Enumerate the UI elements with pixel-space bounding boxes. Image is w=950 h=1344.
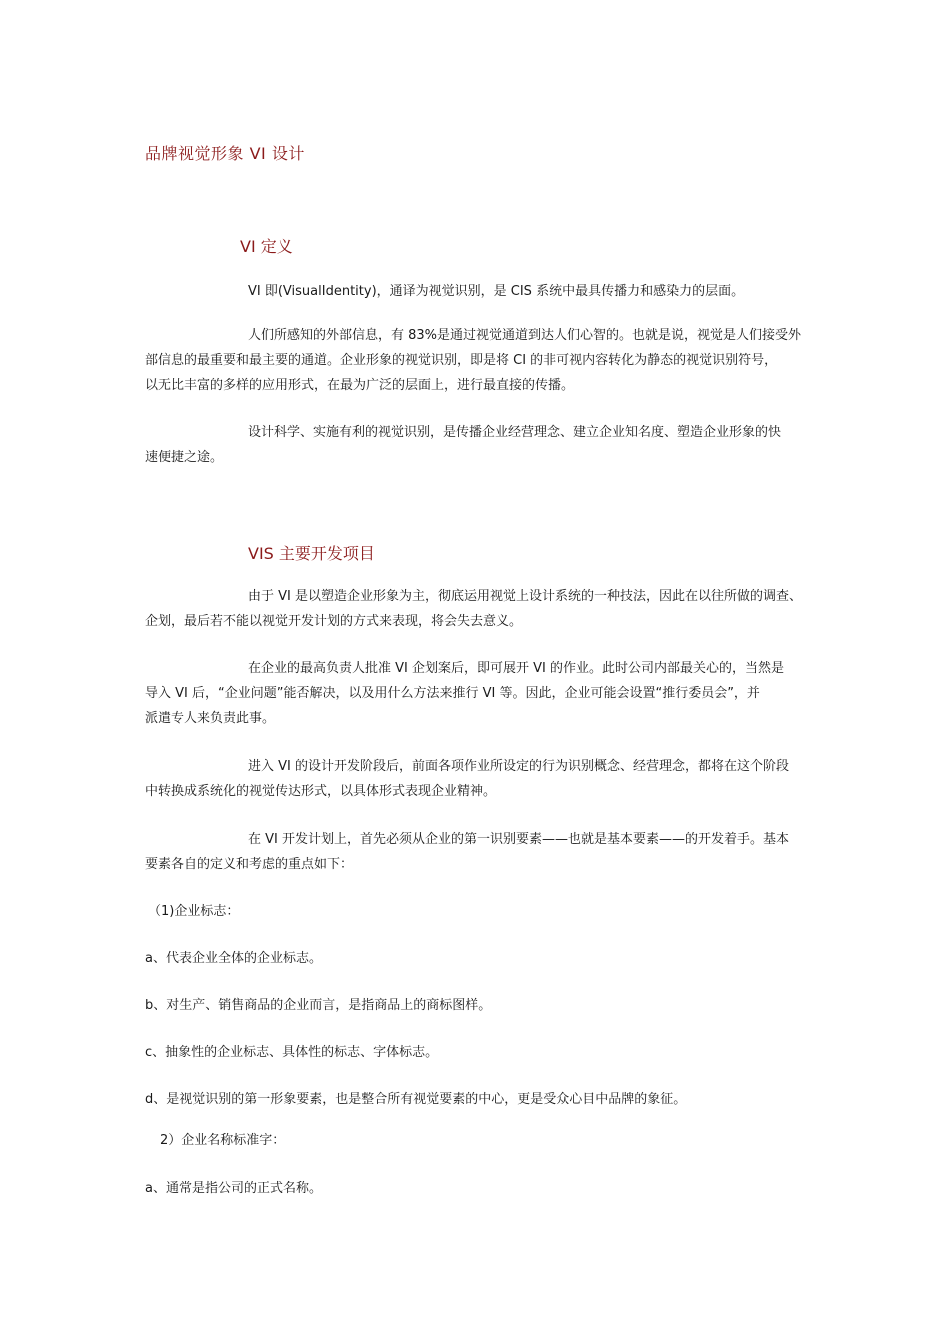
paragraph-line: 要素各自的定义和考虑的重点如下： (145, 857, 354, 872)
paragraph-line: VI 即(VisualIdentity)，通译为视觉识别，是 CIS 系统中最具传播力和感染力的层面。 (248, 284, 745, 299)
paragraph-line: 中转换成系统化的视觉传达形式，以具体形式表现企业精神。 (145, 784, 497, 799)
document-title: 品牌视觉形象 VI 设计 (145, 144, 305, 163)
paragraph (145, 323, 845, 398)
paragraph (145, 754, 845, 804)
paragraph-line: 在企业的最高负责人批准 VI 企划案后，即可展开 VI 的作业。此时公司内部最关心的，当然是 (248, 661, 784, 676)
list-item: a、通常是指公司的正式名称。 (145, 1181, 322, 1196)
list-item: （1)企业标志： (148, 904, 240, 919)
paragraph-line: 派遣专人来负责此事。 (145, 711, 276, 726)
paragraph-line: 在 VI 开发计划上，首先必须从企业的第一识别要素——也就是基本要素——的开发着手。基本 (248, 832, 789, 847)
list-item: 2）企业名称标准字： (160, 1133, 286, 1148)
paragraph-line: 以无比丰富的多样的应用形式，在最为广泛的层面上，进行最直接的传播。 (145, 378, 575, 393)
list-item: c、抽象性的企业标志、具体性的标志、字体标志。 (145, 1045, 439, 1060)
paragraph-line: 导入 VI 后，“企业问题”能否解决，以及用什么方法来推行 VI 等。因此，企业可能会设置“推行委员会”，并 (145, 686, 760, 701)
paragraph-line: 速便捷之途。 (145, 450, 224, 465)
list-item: d、是视觉识别的第一形象要素，也是整合所有视觉要素的中心，更是受众心目中品牌的象征。 (145, 1092, 687, 1107)
paragraph-line: 部信息的最重要和最主要的通道。企业形象的视觉识别，即是将 CI 的非可视内容转化为静态的视觉识别符号， (145, 353, 778, 368)
list-item: b、对生产、销售商品的企业而言，是指商品上的商标图样。 (145, 998, 492, 1013)
paragraph (145, 584, 845, 634)
paragraph (145, 827, 845, 877)
paragraph-line: 设计科学、实施有利的视觉识别，是传播企业经营理念、建立企业知名度、塑造企业形象的快 (248, 425, 782, 440)
paragraph (145, 420, 845, 470)
paragraph-line: 企划，最后若不能以视觉开发计划的方式来表现，将会失去意义。 (145, 614, 523, 629)
paragraph-line: 人们所感知的外部信息，有 83%是通过视觉通道到达人们心智的。也就是说，视觉是人们接受外 (248, 328, 802, 343)
paragraph (145, 279, 845, 304)
paragraph-line: 由于 VI 是以塑造企业形象为主，彻底运用视觉上设计系统的一种技法，因此在以往所做的调查、 (248, 589, 802, 604)
list-item: a、代表企业全体的企业标志。 (145, 951, 322, 966)
section-heading-vi-definition: VI 定义 (240, 237, 293, 256)
section-heading-vis-projects: VIS 主要开发项目 (248, 544, 375, 563)
paragraph (145, 656, 845, 731)
paragraph-line: 进入 VI 的设计开发阶段后，前面各项作业所设定的行为识别概念、经营理念，都将在这个阶段 (248, 759, 789, 774)
